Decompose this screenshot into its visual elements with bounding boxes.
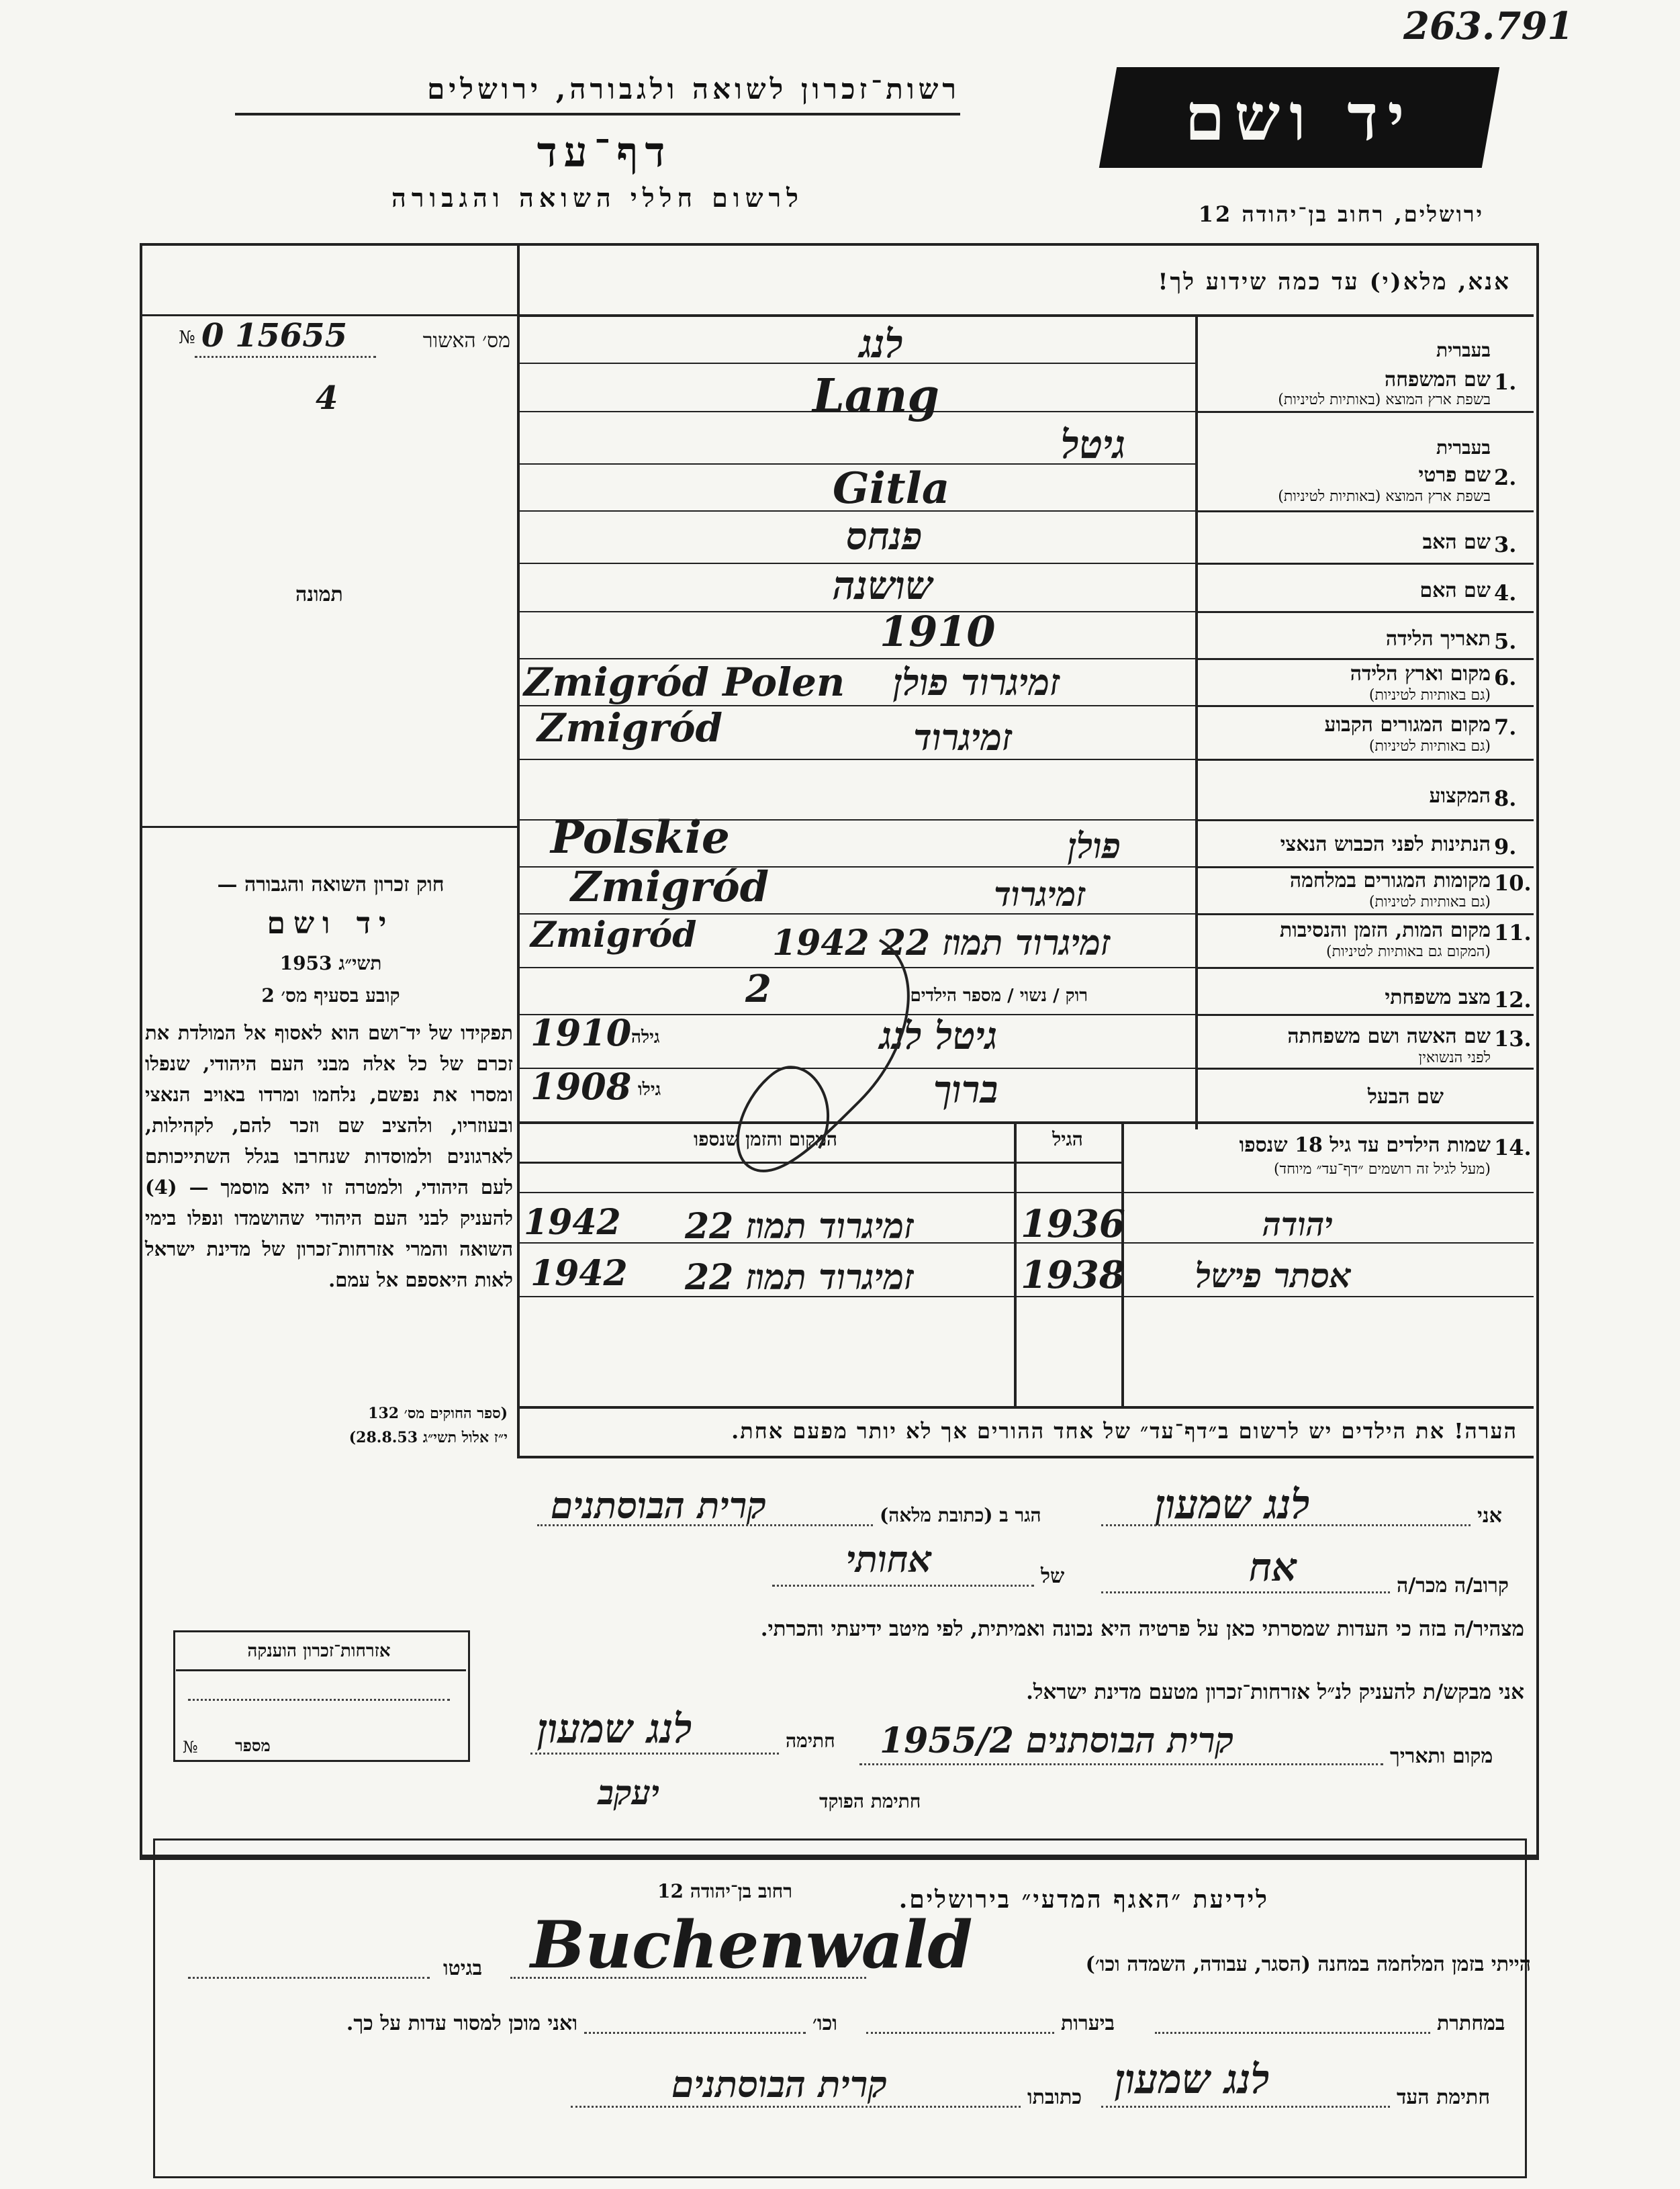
field-12-subfield: רוק / נשוי / מספר הילדים (910, 986, 1088, 1006)
child-1-year[interactable]: 1942 (524, 1202, 621, 1243)
official-sig-value[interactable]: יעקב (598, 1773, 660, 1812)
authority-name: רשות־זכרון לשואה ולגבורה, ירושלים (427, 73, 960, 105)
field-2-latin[interactable]: Gitla (833, 463, 950, 514)
field-5-value[interactable]: 1910 (880, 607, 996, 656)
witness-address-value[interactable]: קרית הבוסתנים (671, 2063, 888, 2106)
field-3-value[interactable]: פנחס (846, 514, 923, 559)
declarant-relation[interactable]: אח (1249, 1544, 1297, 1590)
field-3-num: 3. (1494, 532, 1517, 557)
field-1-sub2: בשפת ארץ המוצא (באותיות לטיניות) (1278, 391, 1491, 408)
field-11-value[interactable]: זמיגרוד תמוז 22 1942 (772, 923, 1111, 964)
field-1-num: 1. (1494, 369, 1517, 395)
note: הערה! את הילדים יש לרשום ב״דף־עד״ של אחד ההורים אך לא יותר מפעם אחת. (731, 1418, 1518, 1444)
husband-age-label: גילו (638, 1080, 661, 1100)
signature-label: חתימה (786, 1730, 835, 1752)
field-14-sub2: (מעל לגיל זה רושמים ״דף־עד״ מיוחד) (1273, 1161, 1491, 1178)
place-date-label: מקום ותאריך (1390, 1744, 1493, 1768)
child-2-age[interactable]: 1938 (1021, 1253, 1125, 1297)
field-7-sub2: (גם באותיות לטיניות) (1368, 738, 1491, 755)
header-address: ירושלים, רחוב בן־יהודה 12 (1198, 201, 1484, 227)
law-text: תפקידו של יד־ושם הוא לאסוף אל המולדת את זכרם של כל אלה מבני העם היהודי, שנפלו ומסרו את נפשם, נלחמו ומרדו באויב הנאצי ובעוזריו, ולהציב שם וזכר להם, לקהילות, לארגונים ולמוסדות שנחרבו בגלל השתייכותם לעם היהודי, ולמטרה זו יהא מוסמך — (4) להעניק לבני העם היהודי שהושמדו ונפלו בימי השואה והמרי אזרחות־זכרון של מדינת ישראל לאות היאספם אל עמם. (145, 1021, 513, 1291)
form-subtitle: לרשום חללי השואה והגבורה (391, 183, 804, 213)
field-8-label: המקצוע (1429, 784, 1491, 808)
bottom-address: רחוב בן־יהודה 12 (657, 1880, 792, 1902)
citizenship-box-title: אזרחות־זכרון הוענקה (247, 1641, 391, 1661)
law-year: תשי״ג 1953 (279, 952, 382, 974)
field-6-num: 6. (1494, 665, 1517, 690)
bottom-ready-label: ואני מוכן למסור עדות על כך. (346, 2012, 577, 2035)
field-10-num: 10. (1494, 870, 1532, 896)
field-1-hebrew[interactable]: לנג (859, 321, 904, 367)
logo-text: יד ושם (1184, 79, 1414, 155)
field-13-age-value[interactable]: 1910 (530, 1011, 632, 1054)
law-clause: קובע בסעיף מס׳ 2 (261, 984, 400, 1007)
field-7-latin[interactable]: Zmigród (537, 705, 723, 751)
field-13-sub2: לפני הנשואין (1418, 1050, 1491, 1066)
approval-sub: 4 (316, 379, 338, 417)
bottom-ghetto-label: בגיטו (443, 1957, 483, 1980)
field-1-label: שם המשפחה (1384, 368, 1491, 391)
field-14-label: שמות הילדים עד גיל 18 שנספו (1239, 1133, 1491, 1157)
form-title: דף־עד (536, 128, 672, 177)
field-10-label: מקומות המגורים במלחמה (1289, 869, 1491, 892)
field-9-latin[interactable]: Polskie (551, 811, 730, 864)
husband-label: שם הבעל (1367, 1085, 1444, 1109)
declarant-address[interactable]: קרית הבוסתנים (551, 1484, 767, 1527)
field-4-label: שם האם (1419, 579, 1491, 602)
field-14-num: 14. (1494, 1135, 1532, 1160)
child-1-name[interactable]: יהודה (1262, 1206, 1333, 1244)
pen-scribble (712, 927, 953, 1209)
bottom-was-label: הייתי בזמן המלחמה במחנה (הסגר, עבודה, השמדה וכו׳) (1085, 1953, 1531, 1976)
field-11-label: מקום המות, הזמן והנסיבות (1279, 919, 1491, 942)
law-title: חוק זכרון השואה והגבורה — (217, 873, 445, 896)
child-1-age[interactable]: 1936 (1021, 1202, 1125, 1246)
bottom-camp-value[interactable]: Buchenwald (530, 1907, 973, 1983)
bottom-underground-label: במחתרת (1437, 2012, 1505, 2035)
field-2-sublabel: בעברית (1436, 436, 1491, 459)
field-2-hebrew[interactable]: גיטל (1061, 422, 1126, 467)
approval-label: מס׳ האשור (422, 329, 510, 353)
field-1-latin[interactable]: Lang (812, 369, 939, 423)
field-6-sub2: (גם באותיות לטיניות) (1368, 687, 1491, 704)
signature-value[interactable]: לנג שמעון (537, 1706, 692, 1753)
children-col-place: המקום והזמן שנספו (694, 1128, 837, 1150)
place-date-value[interactable]: קרית הבוסתנים 1955/2 (880, 1720, 1234, 1761)
field-12-value[interactable]: 2 (745, 967, 772, 1011)
citizenship-box-no: № (183, 1738, 198, 1757)
children-col-age: הגיל (1052, 1128, 1083, 1150)
field-8-num: 8. (1494, 786, 1517, 811)
declarant-of-label: של (1041, 1565, 1065, 1588)
field-6-label: מקום וארץ הלידה (1350, 662, 1491, 686)
bottom-forest-label: ביערות (1061, 2012, 1115, 2035)
request-text: אני מבקש/ת להעניק לנ״ל אזרחות־זכרון מטעם מדינת ישראל. (1026, 1680, 1524, 1704)
field-11-sub2: (המקום גם באותיות לטיניות) (1326, 943, 1491, 960)
field-13-label: שם האשה ושם משפחתה (1287, 1025, 1491, 1048)
declare-text: מצהיר/ה בזה כי העדות שמסרתי כאן על פרטיה היא נכונה ואמיתית, לפי מיטב ידיעתי והכרתי. (760, 1617, 1524, 1641)
field-3-label: שם האב (1422, 530, 1491, 554)
field-9-value[interactable]: פולן (1068, 826, 1121, 867)
field-2-label: שם פרטי (1418, 463, 1491, 487)
bottom-title: לידיעת ״האגף המדעי״ בירושלים. (898, 1885, 1269, 1914)
approval-no-sign: № (179, 328, 195, 348)
law-name: יד ושם (267, 906, 395, 941)
field-9-label: הנתינות לפני הכבוש הנאצי (1280, 833, 1491, 856)
archive-number: 263.791 (1403, 4, 1574, 48)
field-5-label: תאריך הלידה (1385, 627, 1491, 651)
child-2-year[interactable]: 1942 (530, 1253, 628, 1294)
field-10-latin[interactable]: Zmigród (571, 862, 769, 911)
field-11-num: 11. (1494, 920, 1532, 945)
field-10-value[interactable]: זמיגרוד (994, 874, 1086, 914)
field-13-age-label: גילה (631, 1027, 660, 1047)
field-12-num: 12. (1494, 987, 1532, 1013)
field-7-num: 7. (1494, 714, 1517, 740)
field-13-num: 13. (1494, 1026, 1532, 1052)
official-sig-label: חתימת הפוקד (819, 1790, 921, 1812)
declarant-name[interactable]: לנג שמעון (1155, 1481, 1310, 1528)
field-9-num: 9. (1494, 834, 1517, 859)
photo-label: תמונה (295, 583, 343, 606)
field-12-label: מצב משפחתי (1385, 986, 1491, 1009)
instructions: אנא, מלא(י) עד כמה שידוע לך! (1158, 269, 1511, 295)
field-4-value[interactable]: שושנה (833, 563, 933, 608)
witness-address-label: כתובתו (1027, 2086, 1082, 2109)
field-11-latin[interactable]: Zmigród (530, 915, 697, 956)
field-1-sublabel: בעברית (1436, 339, 1491, 361)
approval-number[interactable]: 0 15655 (201, 317, 348, 355)
declarant-of-value[interactable]: אחותי (846, 1538, 932, 1581)
husband-age-value[interactable]: 1908 (530, 1065, 632, 1108)
citizenship-box-num-label: מספר (235, 1736, 271, 1755)
law-ref-1: (ספר החוקים מס׳ 132 (368, 1405, 508, 1422)
witness-sig-value[interactable]: לנג שמעון (1115, 2056, 1270, 2103)
field-4-num: 4. (1494, 580, 1517, 606)
husband-value[interactable]: ברוך (933, 1068, 998, 1112)
field-5-num: 5. (1494, 628, 1517, 654)
child-2-place[interactable]: זמיגרוד תמוז 22 (685, 1257, 914, 1298)
declarant-i-label: אני (1477, 1504, 1502, 1528)
witness-sig-label: חתימת העד (1397, 2086, 1491, 2109)
declarant-relative-label: קרוב/ה מכר/ה (1397, 1574, 1509, 1597)
law-ref-2: י״ז אלול תשי״ג 28.8.53) (348, 1429, 508, 1446)
declarant-resident-label: הגר ב (כתובת מלאה) (880, 1504, 1041, 1526)
field-7-label: מקום המגורים הקבוע (1324, 713, 1491, 737)
field-2-num: 2. (1494, 465, 1517, 490)
field-6-value[interactable]: זמיגרוד פולן (893, 661, 1060, 704)
logo (1099, 67, 1499, 168)
field-10-sub2: (גם באותיות לטיניות) (1368, 894, 1491, 911)
field-2-sub2: בשפת ארץ המוצא (באותיות לטיניות) (1278, 488, 1491, 505)
field-7-value[interactable]: זמיגרוד (913, 716, 1013, 759)
child-1-place[interactable]: זמיגרוד תמוז 22 (685, 1206, 914, 1247)
field-13-value[interactable]: גיטל לנג (880, 1014, 998, 1058)
bottom-etc-label: וכו׳ (812, 2012, 837, 2035)
field-6-latin[interactable]: Zmigród Polen (524, 659, 845, 705)
child-2-name[interactable]: אסתר פישל (1195, 1256, 1352, 1295)
